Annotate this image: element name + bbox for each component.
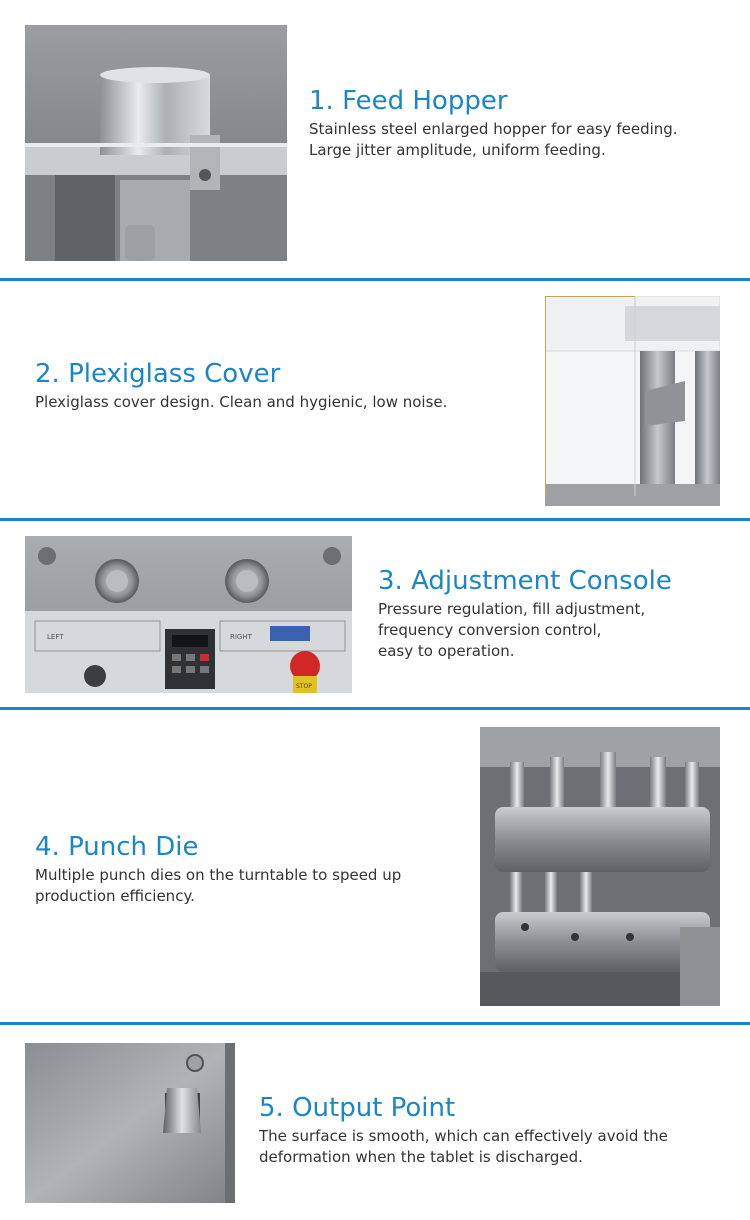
feature-description: Plexiglass cover design. Clean and hygienic, low noise. — [35, 393, 448, 411]
plexiglass-cover-text — [35, 358, 447, 413]
feature-title: 3. Adjustment Console — [378, 566, 672, 596]
feature-description: Stainless steel enlarged hopper for easy feeding. Large jitter amplitude, uniform feeding. — [309, 120, 678, 159]
feature-title: 4. Punch Die — [35, 832, 199, 862]
feature-output-point — [0, 1025, 750, 1220]
feature-description: The surface is smooth, which can effectively avoid the deformation when the tablet is discharged. — [259, 1127, 668, 1166]
output-point-photo — [25, 1043, 235, 1203]
feature-punch-die — [0, 710, 750, 1022]
adjustment-console-text — [378, 565, 672, 662]
console-right-label: RIGHT — [230, 633, 252, 641]
console-left-label: LEFT — [47, 633, 64, 641]
output-point-text — [259, 1092, 668, 1168]
feature-description: Multiple punch dies on the turntable to speed up production efficiency. — [35, 866, 402, 905]
feature-feed-hopper — [0, 0, 750, 278]
punch-die-text — [35, 831, 401, 907]
plexiglass-cover-photo — [545, 296, 720, 506]
feature-description: Pressure regulation, fill adjustment, frequency conversion control, easy to operation. — [378, 600, 646, 660]
adjustment-console-photo — [25, 536, 352, 693]
feature-title: 1. Feed Hopper — [309, 86, 508, 116]
punch-die-photo — [480, 727, 720, 1006]
feature-plexiglass-cover — [0, 281, 750, 518]
emergency-stop-label: STOP — [296, 683, 312, 690]
feature-title: 2. Plexiglass Cover — [35, 359, 281, 389]
feed-hopper-text — [309, 85, 678, 161]
feature-title: 5. Output Point — [259, 1093, 456, 1123]
feature-adjustment-console — [0, 521, 750, 707]
feed-hopper-photo — [25, 25, 287, 261]
